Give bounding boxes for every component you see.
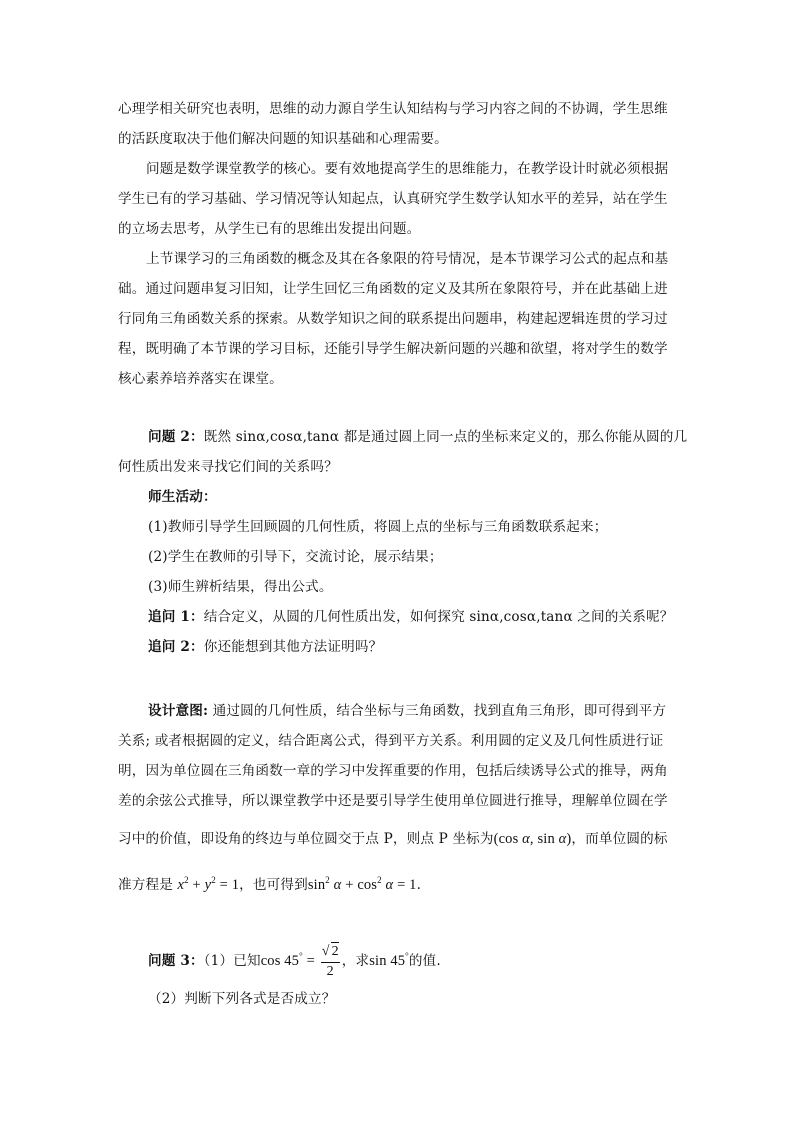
activity-item: (2)学生在教师的引导下，交流讨论，展示结果； — [148, 549, 443, 565]
question-3-part-2: （2）判断下列各式是否成立？ — [148, 991, 336, 1007]
text-line: 核心素养培养落实在课堂。 — [118, 371, 283, 387]
question-2-text: 既然 sinα,cosα,tanα 都是通过圆上同一点的坐标来定义的，那么你能从圆的几 — [203, 429, 688, 445]
question-3-label: 问题 3： — [148, 953, 204, 969]
unit-circle-equation: $x^2 + y^2 = 1$ — [177, 875, 240, 893]
question-2-label: 问题 2： — [148, 429, 204, 445]
text-line: 心理学相关研究也表明，思维的动力源自学生认知结构与学习内容之间的不协调，学生思维 — [118, 101, 668, 117]
text-line: 的立场去思考，从学生已有的思维出发提出问题。 — [118, 221, 421, 237]
text-line: 学生已有的学习基础、学习情况等认知起点，认真研究学生数学认知水平的差异，站在学生 — [118, 191, 668, 207]
paragraph-2 — [118, 154, 688, 244]
cos-45-label: cos 45 — [260, 953, 300, 969]
target-sin-45: sin 45° — [369, 951, 409, 969]
point-p-coordinates: (cos α, sin α) — [493, 831, 572, 847]
text-line: 行同角三角函数关系的探索。从数学知识之间的联系提出问题串，构建起逻辑连贯的学习过 — [118, 311, 668, 327]
design-text: 准方程是 — [118, 877, 173, 893]
paragraph-3 — [118, 244, 688, 394]
design-line-2: 关系; 或者根据圆的定义，结合距离公式，得到平方关系。利用圆的定义及几何性质进行证 — [118, 733, 664, 749]
question-3-text: 的值. — [408, 953, 441, 969]
design-intent — [118, 696, 688, 908]
followup-1-label: 追问 1： — [148, 609, 204, 625]
question-3 — [118, 938, 688, 1014]
text-line: 问题是数学课堂教学的核心。要有效地提高学生的思维能力，在教学设计时就必须根据 — [146, 161, 669, 177]
design-line-5 — [118, 816, 688, 862]
fraction-denominator: 2 — [326, 964, 334, 980]
question-3-text: （1）已知 — [203, 953, 261, 969]
activity-item: (1)教师引导学生回顾圆的几何性质，将圆上点的坐标与三角函数联系起来； — [148, 519, 608, 535]
design-text: . — [416, 877, 422, 893]
sqrt-symbol: √ — [321, 944, 330, 960]
text-line: 的活跃度取决于他们解决问题的知识基础和心理需要。 — [118, 131, 448, 147]
design-line-4: 差的余弦公式推导，所以课堂教学中还是要引导学生使用单位圆进行推导，理解单位圆在学 — [118, 793, 668, 809]
activity-item: (3)师生辨析结果，得出公式。 — [148, 579, 333, 595]
question-2-line-1 — [118, 422, 688, 452]
design-text: 习中的价值，即设角的终边与单位圆交于点 P，则点 P 坐标为 — [118, 831, 494, 847]
design-line-3: 明，因为单位圆在三角函数一章的学习中发挥重要的作用，包括后续诱导公式的推导，两角 — [118, 763, 668, 779]
paragraph-1 — [118, 94, 688, 154]
text-line: 程，既明确了本节课的学习目标，还能引导学生解决新问题的兴趣和欲望，将对学生的数学 — [118, 341, 668, 357]
design-line-6 — [118, 862, 688, 908]
document-page — [118, 94, 688, 1014]
fraction — [321, 942, 340, 981]
followup-2-text: 你还能想到其他方法证明吗？ — [203, 639, 383, 655]
sin-45-label: sin 45 — [369, 953, 406, 969]
design-label: 设计意图: — [148, 703, 209, 719]
design-text: 通过圆的几何性质，结合坐标与三角函数，找到直角三角形，即可得到平方 — [208, 703, 667, 719]
given-cos-45: cos 45° = $\frac{√ 2}{2}$ — [260, 944, 339, 980]
design-text: ，也可得到 — [239, 877, 308, 893]
design-line-1 — [118, 696, 688, 726]
fraction-numerator: 2 — [331, 944, 339, 960]
teacher-student-activity — [118, 482, 688, 662]
question-2 — [118, 422, 688, 482]
question-3-text: ，求 — [341, 953, 370, 969]
text-line: 上节课学习的三角函数的概念及其在各象限的符号情况，是本节课学习公式的起点和基 — [146, 251, 669, 267]
design-text: ，而单位圆的标 — [571, 831, 668, 847]
followup-1 — [118, 602, 688, 632]
followup-1-text: 结合定义，从圆的几何性质出发，如何探究 sinα,cosα,tanα 之间的关系呢？ — [203, 609, 674, 625]
followup-2-label: 追问 2： — [148, 639, 204, 655]
question-3-part-1 — [118, 938, 688, 984]
question-2-line-2: 何性质出发来寻找它们间的关系吗？ — [118, 459, 338, 475]
pythagorean-identity: $\sin^2 \alpha + \cos^2 \alpha = 1$ — [307, 875, 417, 893]
text-line: 础。通过问题串复习旧知，让学生回忆三角函数的定义及其所在象限符号，并在此基础上进 — [118, 281, 668, 297]
followup-2 — [118, 632, 688, 662]
activity-title: 师生活动： — [148, 489, 217, 505]
